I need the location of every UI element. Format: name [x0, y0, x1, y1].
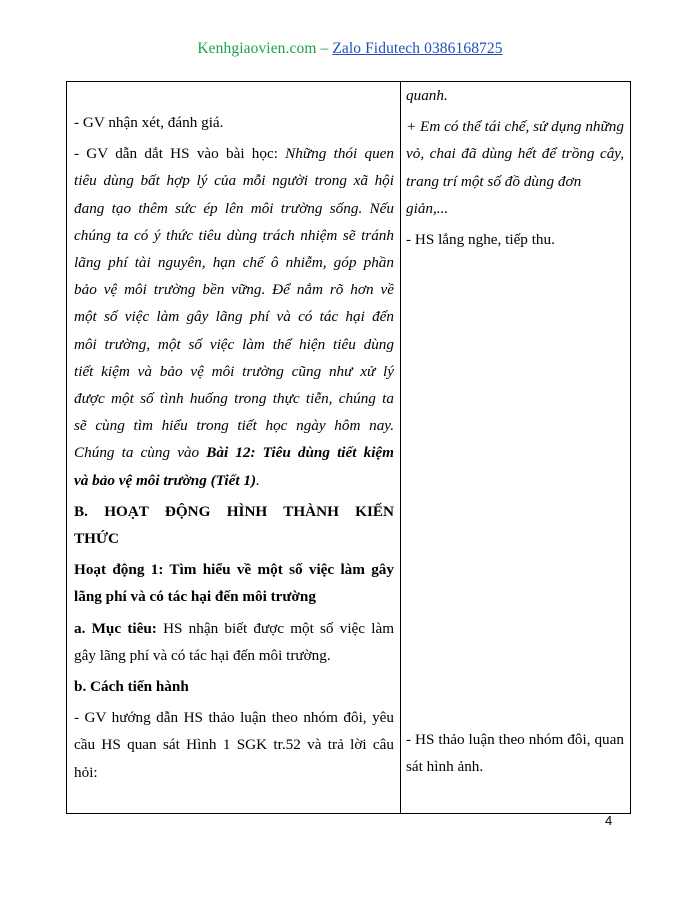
lesson-title-line1: Bài 12: Tiêu dùng tiết kiệm [206, 444, 394, 462]
page-header [0, 40, 700, 58]
objective: a. Mục tiêu: HS nhận biết được một số việc làm gây lãng phí và có tác hại đến môi trường. [74, 619, 395, 664]
intro-line: một số việc làm gây lãng phí và có tác hại đến [74, 308, 394, 326]
intro-line: bảo vệ môi trường bền vững. Để nắm rõ hơn về [74, 281, 394, 299]
lesson-title-line2: và bảo vệ môi trường (Tiết 1) [74, 471, 257, 489]
intro-last-prefix: Chúng ta cùng vào [74, 444, 207, 462]
intro-line: sẽ cùng tìm hiểu trong tiết học ngày hôm nay. [74, 417, 394, 435]
answer-tail: quanh. [406, 87, 448, 104]
objective-label: a. Mục tiêu: [74, 619, 157, 637]
column-divider [400, 82, 401, 813]
page-number: 4 [605, 813, 613, 828]
intro-line: môi trường, một số việc làm thể hiện tiêu dùng [74, 335, 394, 353]
lesson-table [66, 81, 631, 814]
header-contact-link[interactable]: Zalo Fidutech 0386168725 [332, 40, 503, 57]
header-site-link[interactable]: Kenhgiaovien.com [197, 40, 317, 57]
section-b-heading: B. HOẠT ĐỘNG HÌNH THÀNH KIẾN THỨC [74, 502, 394, 548]
teacher-activity-column [74, 82, 394, 786]
header-separator: – [316, 40, 333, 57]
intro-prefix: - GV dẫn dắt HS vào bài học: [74, 145, 286, 163]
intro-line: tiêu dùng bất hợp lý của mỗi người trong xã hội [74, 172, 394, 190]
method-label: b. Cách tiến hành [74, 678, 189, 696]
intro-line: được một số tình huống trong thực tiễn, chúng ta [74, 390, 394, 408]
intro-line: Những thói quen [285, 145, 394, 163]
intro-line: đang tạo thêm sức ép lên môi trường sống. Nếu [74, 199, 394, 217]
intro-line: tiết kiệm và bảo vệ môi trường cũng như xử lý [74, 362, 394, 380]
activity-1-heading: Hoạt động 1: Tìm hiểu về một số việc làm gây lãng phí và có tác hại đến môi trường [74, 561, 394, 606]
teacher-guide: - GV hướng dẫn HS thảo luận theo nhóm đôi, yêu cầu HS quan sát Hình 1 SGK tr.52 và trả lời câu hỏi: [74, 709, 394, 781]
student-activity-column [406, 82, 624, 776]
lesson-intro: - GV dẫn dắt HS vào bài học: Những thói quen tiêu dùng bất hợp lý của mỗi người trong xã hội đang tạo thêm sức ép lên môi trường sống. Nếu chúng ta có ý thức tiêu dùng trách nhiệm sẽ tránh lãng phí tài nguyên, hạn chế ô nhiễm, góp phần bảo vệ môi trường bền vững. Để nắm rõ hơn về một số việc làm gây lãng phí và có tác hại đến môi trường, một số việc làm thể hiện tiêu dùng tiết kiệm và bảo vệ môi trường cũng như xử lý được một số tình huống trong thực tiễn, chúng ta sẽ cùng tìm hiểu trong tiết học ngày hôm nay. Chúng ta cùng vào Bài 12: Tiêu dùng tiết kiệm và bảo vệ môi trường (Tiết 1). [74, 145, 394, 489]
student-answer-bullet: + Em có thể tái chế, sử dụng những vỏ, chai đã dùng hết để trồng cây, trang trí một số đồ dùng đơn giản,... [406, 118, 624, 217]
teacher-feedback: - GV nhận xét, đánh giá. [74, 114, 224, 131]
student-listen: - HS lắng nghe, tiếp thu. [406, 231, 555, 249]
intro-line: lãng phí tài nguyên, hạn chế ô nhiễm, góp phần [74, 254, 394, 272]
student-discussion: - HS thảo luận theo nhóm đôi, quan sát hình ảnh. [406, 731, 624, 776]
intro-line: chúng ta có ý thức tiêu dùng trách nhiệm sẽ tránh [74, 226, 394, 244]
